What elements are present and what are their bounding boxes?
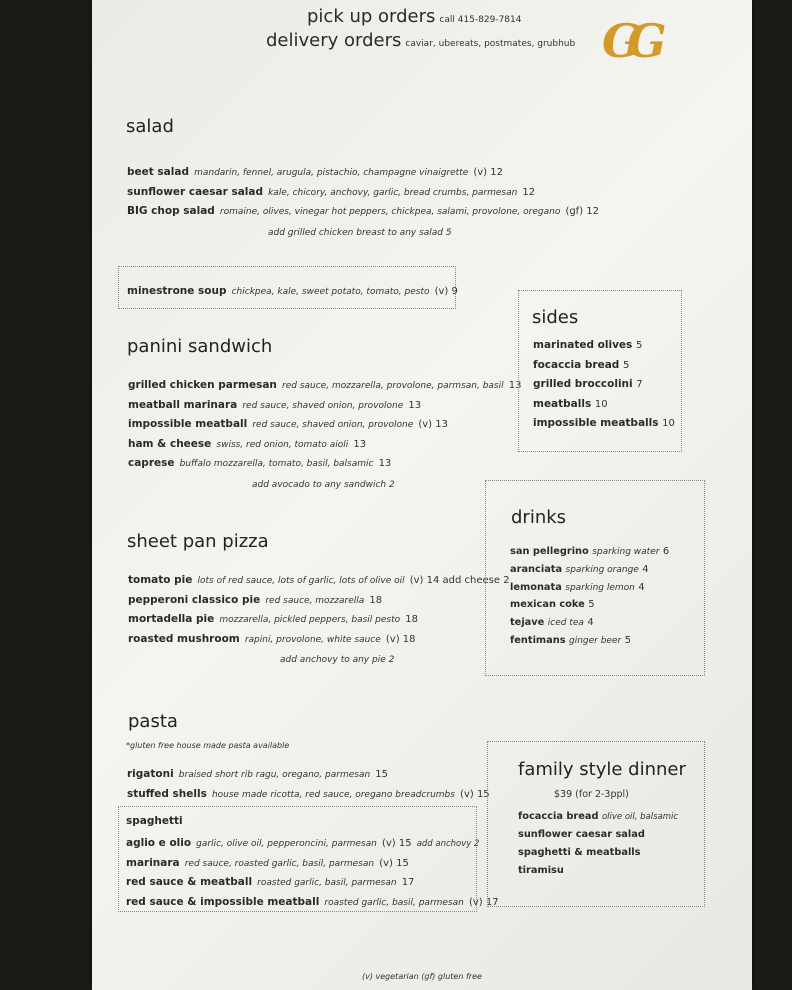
family-list bbox=[518, 808, 678, 880]
menu-item: focaccia bread 5 bbox=[533, 358, 630, 371]
pizza-title: sheet pan pizza bbox=[127, 531, 269, 552]
menu-item: impossible meatballs 10 bbox=[533, 417, 675, 429]
menu-item: red sauce & meatball roasted garlic, basil, parmesan 17 bbox=[126, 876, 415, 888]
menu-item: meatballs 10 bbox=[533, 397, 608, 410]
delivery-header bbox=[266, 30, 575, 51]
menu-item: grilled chicken parmesan red sauce, mozzarella, provolone, parmsan, basil 13 bbox=[128, 379, 522, 391]
menu-item: tomato pie lots of red sauce, lots of garlic, lots of olive oil (v) 14 add cheese 2 bbox=[128, 574, 510, 586]
menu-item: minestrone soup chickpea, kale, sweet potato, tomato, pesto (v) 9 bbox=[127, 285, 458, 297]
menu-item: spaghetti & meatballs bbox=[518, 847, 641, 858]
spaghetti-title: spaghetti bbox=[126, 815, 183, 827]
panini-title: panini sandwich bbox=[127, 336, 273, 357]
pickup-phone[interactable]: call 415-829-7814 bbox=[439, 15, 522, 25]
menu-item: tiramisu bbox=[518, 865, 564, 876]
menu-item: marinated olives 5 bbox=[533, 339, 643, 351]
menu-item: focaccia bread olive oil, balsamic bbox=[518, 811, 679, 822]
sides-box bbox=[518, 290, 682, 452]
family-price: $39 (for 2-3ppl) bbox=[554, 789, 629, 800]
menu-item: aglio e olio garlic, olive oil, pepperoncini, parmesan (v) 15 add anchovy 2 bbox=[126, 837, 480, 849]
footer-legend: (v) vegetarian (gf) gluten free bbox=[362, 972, 482, 981]
drinks-title: drinks bbox=[511, 507, 567, 528]
menu-item: ham & cheese swiss, red onion, tomato aioli 13 bbox=[128, 437, 367, 450]
pizza-list bbox=[128, 568, 510, 646]
pizza-note: add anchovy to any pie 2 bbox=[280, 655, 395, 665]
family-box bbox=[487, 741, 705, 907]
salad-note: add grilled chicken breast to any salad 5 bbox=[268, 228, 452, 238]
menu-item: sunflower caesar salad bbox=[518, 829, 645, 840]
menu-item: caprese buffalo mozzarella, tomato, basil, balsamic 13 bbox=[128, 457, 392, 469]
salad-list bbox=[127, 160, 599, 219]
pickup-title: pick up orders bbox=[307, 6, 436, 27]
menu-item: rigatoni braised short rib ragu, oregano, parmesan 15 bbox=[127, 768, 388, 780]
menu-item: sunflower caesar salad kale, chicory, anchovy, garlic, bread crumbs, parmesan 12 bbox=[127, 185, 536, 198]
menu-item: mortadella pie mozzarella, pickled peppers, basil pesto 18 bbox=[128, 613, 418, 625]
drinks-list bbox=[510, 543, 669, 650]
sides-list bbox=[533, 336, 675, 434]
menu-paper bbox=[92, 0, 752, 990]
spaghetti-box bbox=[118, 806, 499, 912]
menu-item: aranciata sparking orange 4 bbox=[510, 563, 649, 575]
sides-title: sides bbox=[532, 307, 579, 328]
menu-item: marinara red sauce, roasted garlic, basil, parmesan (v) 15 bbox=[126, 856, 409, 869]
salad-title: salad bbox=[126, 116, 174, 137]
menu-item: mexican coke 5 bbox=[510, 599, 595, 611]
logo: GG bbox=[602, 14, 653, 68]
menu-item: meatball marinara red sauce, shaved onion, provolone 13 bbox=[128, 398, 422, 411]
pasta-note: *gluten free house made pasta available bbox=[126, 741, 290, 750]
delivery-services: caviar, ubereats, postmates, grubhub bbox=[405, 39, 576, 49]
menu-item: fentimans ginger beer 5 bbox=[510, 634, 631, 646]
panini-list bbox=[128, 373, 521, 471]
spaghetti-list bbox=[126, 831, 499, 909]
menu-item: tejave iced tea 4 bbox=[510, 617, 594, 629]
menu-item: pepperoni classico pie red sauce, mozzarella 18 bbox=[128, 593, 383, 606]
family-title: family style dinner bbox=[518, 759, 686, 780]
pasta-list bbox=[127, 762, 490, 801]
drinks-box bbox=[485, 480, 705, 676]
menu-item: lemonata sparking lemon 4 bbox=[510, 581, 645, 593]
menu-item: red sauce & impossible meatball roasted garlic, basil, parmesan (v) 17 bbox=[126, 895, 499, 908]
menu-item: impossible meatball red sauce, shaved onion, provolone (v) 13 bbox=[128, 418, 448, 430]
pasta-title: pasta bbox=[128, 711, 178, 732]
menu-item: roasted mushroom rapini, provolone, white sauce (v) 18 bbox=[128, 632, 416, 645]
pickup-header bbox=[307, 6, 522, 27]
menu-item: grilled broccolini 7 bbox=[533, 378, 643, 390]
soup-box bbox=[118, 266, 456, 309]
menu-item: san pellegrino sparking water 6 bbox=[510, 546, 670, 557]
delivery-title: delivery orders bbox=[266, 30, 402, 51]
menu-item: stuffed shells house made ricotta, red sauce, oregano breadcrumbs (v) 15 bbox=[127, 787, 490, 800]
menu-item: BIG chop salad romaine, olives, vinegar hot peppers, chickpea, salami, provolone, oregano (gf) 12 bbox=[127, 205, 600, 217]
menu-item: beet salad mandarin, fennel, arugula, pistachio, champagne vinaigrette (v) 12 bbox=[127, 166, 503, 178]
panini-note: add avocado to any sandwich 2 bbox=[252, 480, 395, 490]
